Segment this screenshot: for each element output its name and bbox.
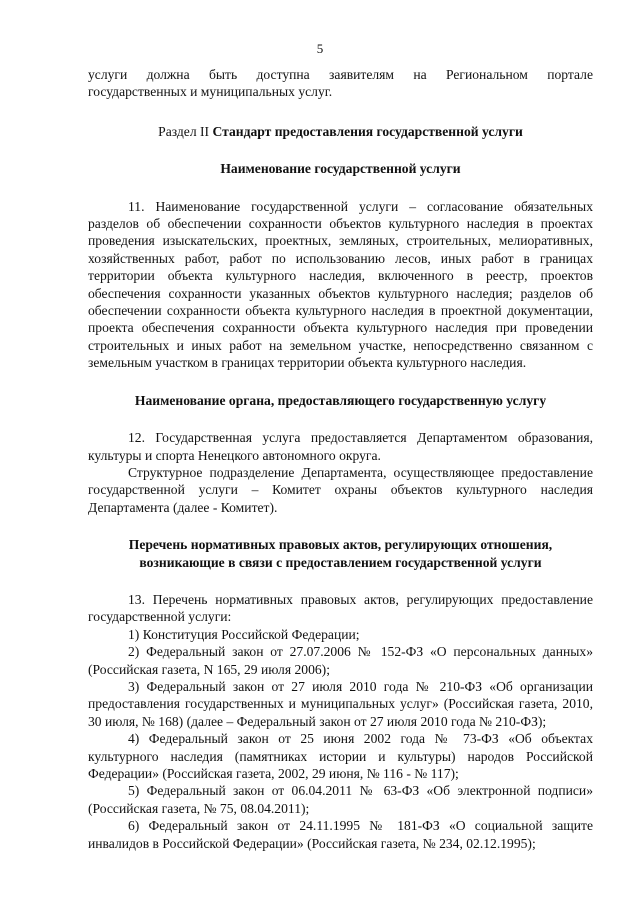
act-item-6: 6) Федеральный закон от 24.11.1995 № 181-ФЗ «О социальной защите инвалидов в Российской Федерации» (Российская газета, № 234, 02.12.1995);	[88, 818, 593, 851]
intro-line-2: государственных и муниципальных услуг.	[88, 84, 333, 100]
act-item-3: 3) Федеральный закон от 27 июля 2010 года № 210-ФЗ «Об организации предоставления государственных и муниципальных услуг» (Российская газета, 2010, 30 июля, № 168) (далее – Федеральный закон от 27 июля 2010 года № 210-ФЗ);	[88, 678, 593, 729]
document-body	[88, 66, 593, 852]
section-title	[88, 123, 593, 140]
paragraph-13: 13. Перечень нормативных правовых актов, регулирующих предоставление государственной услуги:	[88, 591, 593, 625]
heading-acts-line-2: возникающие в связи с предоставлением государственной услуги	[139, 554, 542, 570]
heading-service-name: Наименование государственной услуги	[220, 161, 461, 177]
section-prefix: Раздел II	[158, 123, 213, 139]
act-item-2: 2) Федеральный закон от 27.07.2006 № 152-ФЗ «О персональных данных» (Российская газета, N 165, 29 июля 2006);	[88, 644, 593, 677]
heading-authority: Наименование органа, предоставляющего государственную услугу	[134, 392, 547, 408]
intro-line-1: услуги должна быть доступна заявителям на Региональном портале	[88, 67, 593, 82]
act-item-4: 4) Федеральный закон от 25 июня 2002 года № 73-ФЗ «Об объектах культурного наследия (памятниках истории и культуры) народов Российской Федерации» (Российская газета, 2002, 29 июня, № 116 - № 117);	[88, 731, 593, 781]
act-item-5: 5) Федеральный закон от 06.04.2011 № 63-ФЗ «Об электронной подписи» (Российская газета, № 75, 08.04.2011);	[88, 783, 593, 816]
page-number: 5	[316, 41, 324, 56]
paragraph-12b: Структурное подразделение Департамента, осуществляющее предоставление государственной услуги – Комитет охраны объектов культурного наследия Департамента (далее - Комитет).	[88, 464, 593, 515]
page-corner	[604, 873, 640, 905]
heading-acts-line-1: Перечень нормативных правовых актов, регулирующих отношения,	[128, 537, 553, 553]
paragraph-11: 11. Наименование государственной услуги – согласование обязательных разделов об обеспечении сохранности объектов культурного наследия в проектах проведения изыскательских, проектных, земляных, строительных, мелиоративных, хозяйственных работ, работ по использованию лесов, иных работ в границах территории объекта культурного наследия, включенного в реестр, проектов обеспечения сохранности указанных объектов культурного наследия; разделов об обеспечении сохранности объекта культурного наследия в проектной документации, проекта обеспечения сохранности объекта культурного наследия при проведении строительных и иных работ на земельном участке, непосредственно связанном с земельным участком в границах территории объекта культурного наследия.	[88, 198, 593, 371]
paragraph-12a: 12. Государственная услуга предоставляется Департаментом образования, культуры и спорта Ненецкого автономного округа.	[88, 430, 593, 463]
act-item-1: 1) Конституция Российской Федерации;	[128, 626, 360, 642]
section-title-text: Стандарт предоставления государственной услуги	[212, 123, 523, 139]
top-edge	[0, 0, 640, 2]
